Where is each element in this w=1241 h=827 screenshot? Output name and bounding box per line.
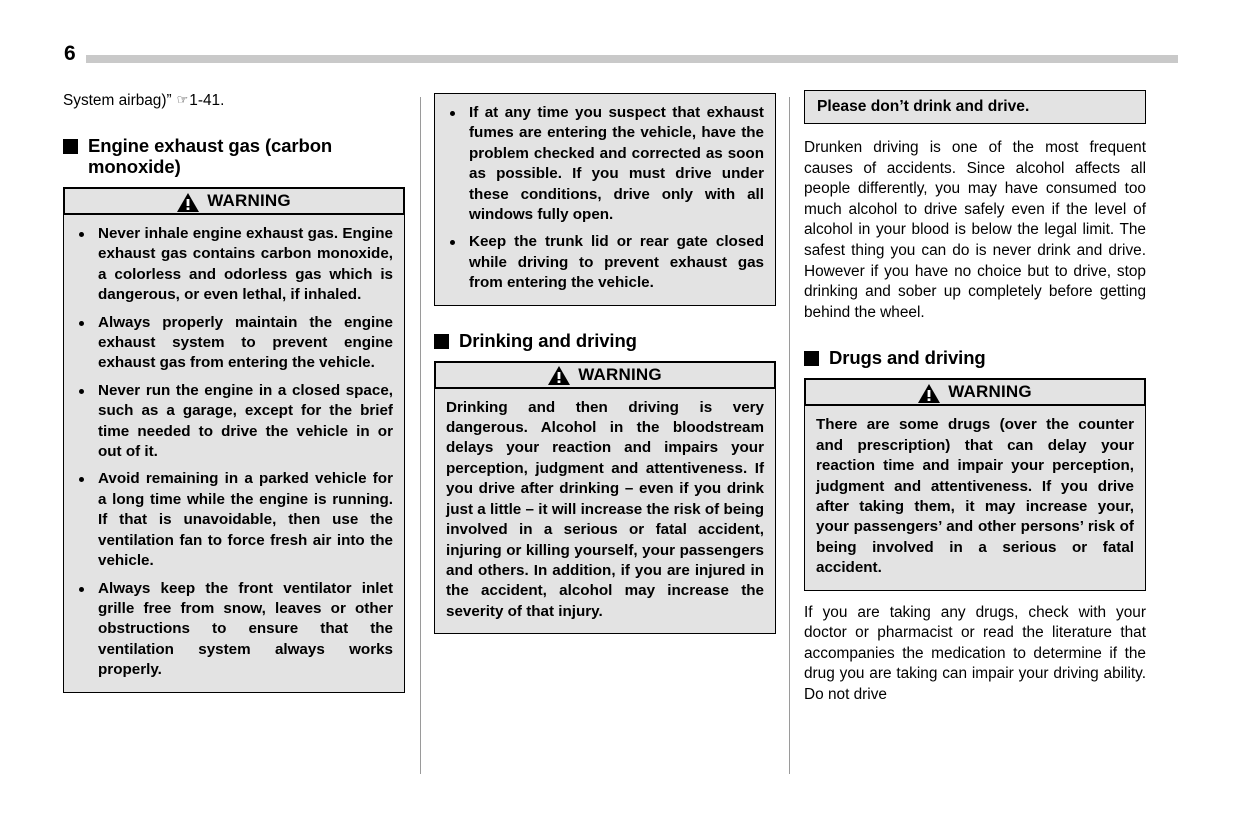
callout-text: Please don’t drink and drive. [817,98,1030,115]
paragraph-taking-drugs: If you are taking any drugs, check with your doctor or pharmacist or read the literature that accompanies the medication to determine if the drug you are taking can impair your driving ability. Do not drive [804,603,1146,703]
lead-text: System airbag)” [63,92,172,109]
warning-list-item: Avoid remaining in a parked vehicle for a long time while the engine is running. If that is unavoidable, then use the ventilation fan to force fresh air into the vehicle. [75,469,393,571]
column-3 [804,90,1146,706]
pointing-hand-icon: ☞ [176,92,189,107]
warning-block-drugs [804,378,1146,590]
section-heading-drugs-and-driving [804,347,1146,368]
lead-reference-line [63,90,405,111]
column-divider-1 [420,97,421,774]
paragraph-drunken-driving: Drunken driving is one of the most frequent causes of accidents. Since alcohol affects all people differently, you may have consumed too much alcohol to drive safely even if the level of alcohol in your blood is below the legal limit. The safest thing you can do is never drink and drive. However if you have no choice but to drive, stop drinking and sober up completely before getting behind the wheel. [804,139,1146,321]
warning-block-exhaust-continued [434,93,776,306]
page-header [0,0,1241,78]
warning-block-drinking [434,361,776,634]
warning-list-item: Never run the engine in a closed space, such as a garage, except for the brief time needed to drive the vehicle in or out of it. [75,381,393,463]
warning-bullet-list [75,224,393,681]
warning-bullet-list [446,103,764,294]
warning-body [434,389,776,634]
warning-list-item: Never inhale engine exhaust gas. Engine exhaust gas contains carbon monoxide, a colorless and odorless gas which is dangerous, or even lethal, if inhaled. [75,224,393,306]
warning-list-item: Always keep the front ventilator inlet grille free from snow, leaves or other obstructions to ensure that the ventilation system always works properly. [75,579,393,681]
content-columns [0,90,1241,790]
warning-triangle-icon [548,366,570,385]
warning-paragraph: Drinking and then driving is very dangerous. Alcohol in the bloodstream delays your reaction and impairs your perception, judgment and attentiveness. If you drive after drinking – even if you drink just a little – it will increase the risk of being involved in a serious or fatal accident, injuring or killing yourself, your passengers and others. In addition, if you are injured in the accident, alcohol may increase the severity of that injury. [446,398,764,620]
warning-label: WARNING [207,191,291,210]
column-1 [63,90,405,693]
column-2 [434,90,776,634]
warning-label: WARNING [948,382,1032,402]
warning-paragraph: There are some drugs (over the counter and prescription) that can delay your reaction time and impair your perception, judgment and attentiveness. If you drive after taking them, it may increase your, your passengers’ and other persons’ risk of being involved in a serious or fatal accident. [816,416,1134,577]
warning-list-item: If at any time you suspect that exhaust fumes are entering the vehicle, have the problem checked and corrected as soon as possible. If you must drive under these conditions, drive only with all windows fully open. [446,103,764,225]
section-bullet-square-icon [434,334,449,349]
section-heading-label: Drugs and driving [829,347,986,369]
warning-body-continued [434,93,776,306]
section-bullet-square-icon [804,351,819,366]
warning-header [63,187,405,215]
warning-body [63,215,405,693]
header-rule [86,55,1178,63]
warning-triangle-icon [918,384,940,403]
column-divider-2 [789,97,790,774]
section-heading-label: Engine exhaust gas (carbon monoxide) [88,135,333,177]
warning-label: WARNING [578,364,662,384]
section-heading-label: Drinking and driving [459,329,637,351]
page-number: 6 [64,42,76,65]
warning-header [804,378,1146,406]
section-heading-drinking-and-driving [434,330,776,351]
section-heading-engine-exhaust-gas [63,135,405,177]
warning-body [804,406,1146,590]
callout-dont-drink-and-drive [804,90,1146,124]
warning-header [434,361,776,389]
warning-list-item: Keep the trunk lid or rear gate closed while driving to prevent exhaust gas from entering the vehicle. [446,232,764,293]
section-bullet-square-icon [63,139,78,154]
lead-page-reference: 1-41. [189,92,225,109]
warning-block-engine-exhaust [63,187,405,693]
warning-triangle-icon [177,193,199,212]
warning-list-item: Always properly maintain the engine exhaust system to prevent engine exhaust gas from entering the vehicle. [75,313,393,374]
